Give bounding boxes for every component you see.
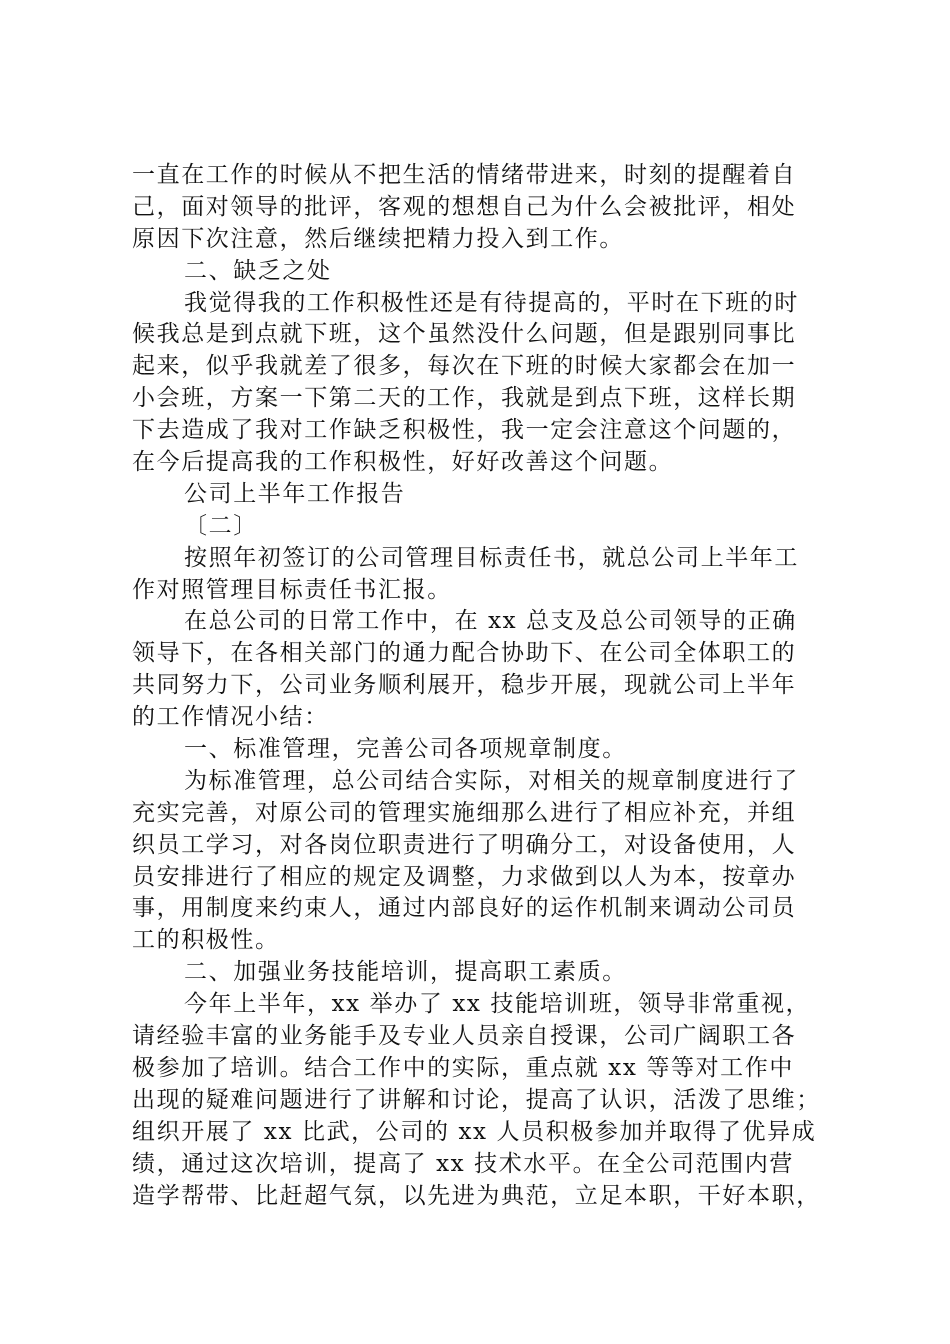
text-line: 一、标准管理，完善公司各项规章制度。	[184, 736, 627, 763]
text-line: 二、缺乏之处	[184, 257, 332, 284]
text-line: 起来，似乎我就差了很多，每次在下班的时候大家都会在加一	[132, 353, 797, 380]
text-line: 原因下次注意，然后继续把精力投入到工作。	[132, 225, 624, 252]
text-line: 在今后提高我的工作积极性，好好改善这个问题。	[132, 449, 674, 476]
text-line: 事，用制度来约束人，通过内部良好的运作机制来调动公司员	[132, 895, 797, 922]
text-line: 组织开展了 xx 比武，公司的 xx 人员积极参加并取得了优异成	[132, 1118, 817, 1145]
text-line: 绩，通过这次培训，提高了 xx 技术水平。在全公司范围内营	[132, 1150, 794, 1177]
text-line: 〔二〕	[184, 512, 258, 539]
text-line: 为标准管理，总公司结合实际，对相关的规章制度进行了	[184, 767, 799, 794]
text-line: 我觉得我的工作积极性还是有待提高的，平时在下班的时	[184, 289, 799, 316]
text-line: 领导下，在各相关部门的通力配合协助下、在公司全体职工的	[132, 640, 797, 667]
text-line: 极参加了培训。结合工作中的实际，重点就 xx 等等对工作中	[132, 1054, 794, 1081]
text-line: 作对照管理目标责任书汇报。	[132, 576, 452, 603]
document-body	[132, 160, 832, 1212]
text-line: 的工作情况小结：	[132, 704, 329, 731]
text-line: 公司上半年工作报告	[184, 480, 406, 507]
text-line: 出现的疑难问题进行了讲解和讨论，提高了认识，活泼了思维；	[132, 1086, 821, 1113]
text-line: 充实完善，对原公司的管理实施细那么进行了相应补充，并组	[132, 799, 797, 826]
text-line: 一直在工作的时候从不把生活的情绪带进来，时刻的提醒着自	[132, 162, 797, 188]
text-line: 织员工学习，对各岗位职责进行了明确分工，对设备使用，人	[132, 831, 797, 858]
text-line: 候我总是到点就下班，这个虽然没什么问题，但是跟别同事比	[132, 321, 797, 348]
text-line: 在总公司的日常工作中，在 xx 总支及总公司领导的正确	[184, 608, 797, 635]
text-line: 共同努力下，公司业务顺利展开，稳步开展，现就公司上半年	[132, 672, 797, 699]
text-line: 工的积极性。	[132, 927, 280, 954]
text-line: 造学帮带、比赶超气氛，以先进为典范，立足本职，干好本职，	[132, 1182, 821, 1209]
text-line: 下去造成了我对工作缺乏积极性，我一定会注意这个问题的，	[132, 417, 797, 444]
text-line: 己，面对领导的批评，客观的想想自己为什么会被批评，相处	[132, 193, 797, 220]
text-line: 二、加强业务技能培训，提高职工素质。	[184, 959, 627, 986]
text-line: 员安排进行了相应的规定及调整，力求做到以人为本，按章办	[132, 863, 797, 890]
text-line: 请经验丰富的业务能手及专业人员亲自授课，公司广阔职工各	[132, 1023, 797, 1050]
text-line: 今年上半年，xx 举办了 xx 技能培训班，领导非常重视，	[184, 991, 811, 1018]
text-line: 按照年初签订的公司管理目标责任书，就总公司上半年工	[184, 544, 799, 571]
text-line: 小会班，方案一下第二天的工作，我就是到点下班，这样长期	[132, 385, 797, 412]
